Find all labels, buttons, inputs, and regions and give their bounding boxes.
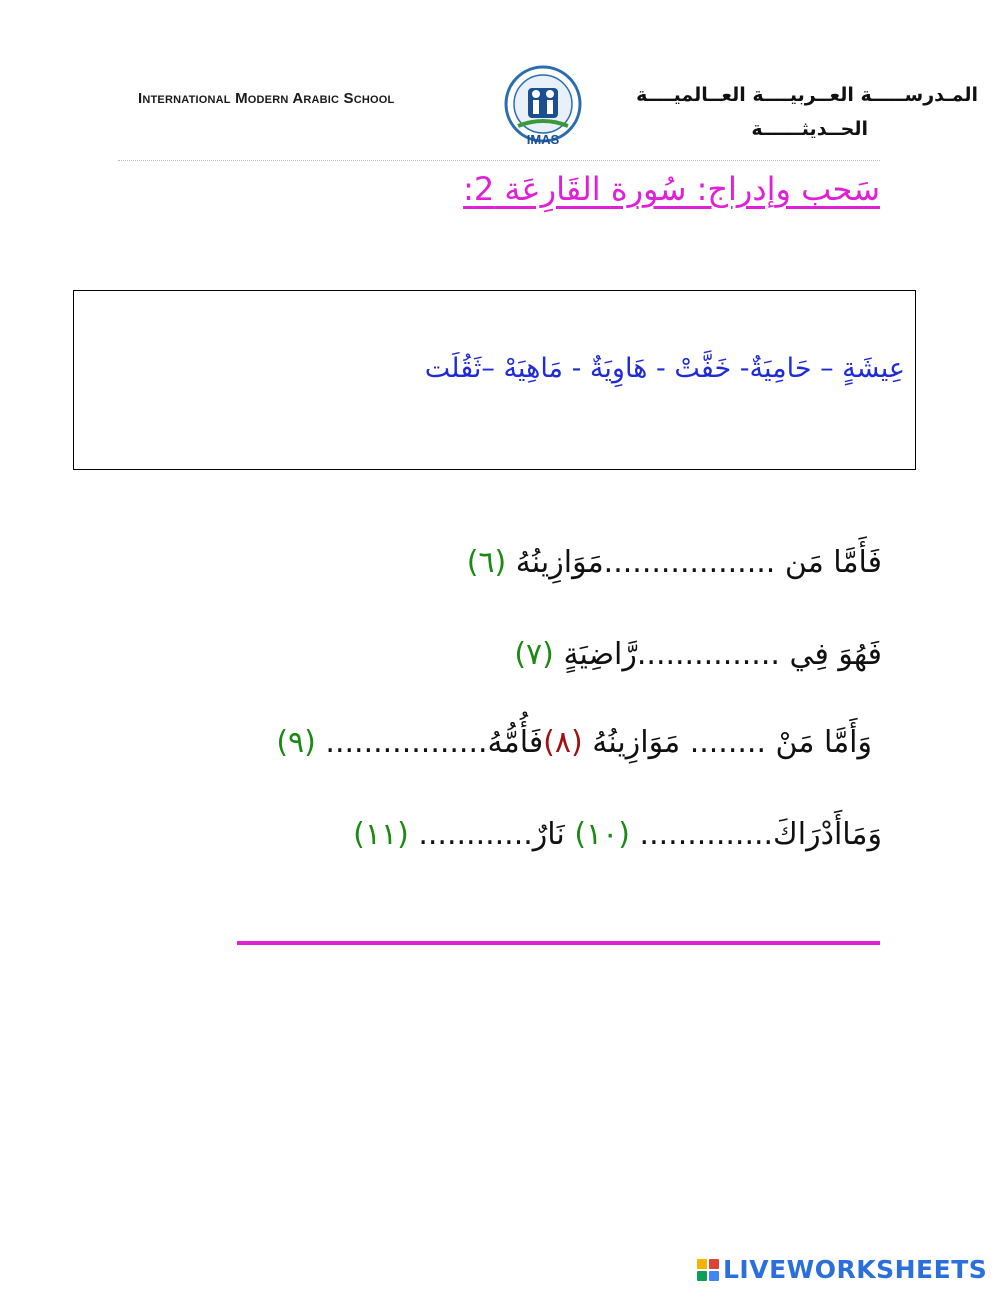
verse-number: (٦) <box>466 545 507 580</box>
school-name-arabic-line2: الحــديثــــــة <box>751 118 868 140</box>
worksheet-title: سَحب وإدراج: سُورة القَارِعَة 2: <box>463 170 880 208</box>
verse-text-2: نَارٌ............ <box>418 817 565 852</box>
logo-label: IMAS <box>526 132 560 147</box>
liveworksheets-icon <box>697 1259 719 1281</box>
verse-line-7 <box>514 637 882 672</box>
verse-text: وَمَاأَدْرَاكَ.............. <box>639 817 882 852</box>
verse-text: وَأَمَّا مَنْ ........ مَوَازِينُهُ <box>592 725 872 760</box>
liveworksheets-brand: LIVEWORKSHEETS <box>723 1255 988 1284</box>
verse-number-2: (١١) <box>353 817 409 852</box>
verse-number: (٨) <box>543 725 583 760</box>
verse-number-2: (٩) <box>276 725 316 760</box>
verse-line-10-11 <box>353 817 882 852</box>
verse-line-6 <box>467 545 882 580</box>
verse-number: (١٠) <box>574 817 630 852</box>
school-name-arabic-line1: المـدرســـــة العــربيــــة العــالميــــة <box>636 84 978 106</box>
verse-text-2: فَأُمُّهُ................. <box>325 725 544 760</box>
liveworksheets-logo[interactable] <box>697 1255 987 1284</box>
school-name-english: International Modern Arabic School <box>138 90 395 107</box>
verse-line-8-9 <box>276 725 872 760</box>
header-divider <box>118 160 880 161</box>
school-crest-icon <box>500 64 586 150</box>
bottom-rule <box>237 941 880 945</box>
verse-text: فَهُوَ فِي ...............رَّاضِيَةٍ <box>563 637 882 672</box>
word-bank[interactable]: عِيشَةٍ – حَامِيَةٌ- خَفَّتْ - هَاوِيَةٌ - مَاهِيَهْ –ثَقُلَت <box>424 353 905 384</box>
verse-text: فَأَمَّا مَن ..................مَوَازِينُهُ <box>515 545 882 580</box>
verse-number: (٧) <box>514 637 554 672</box>
